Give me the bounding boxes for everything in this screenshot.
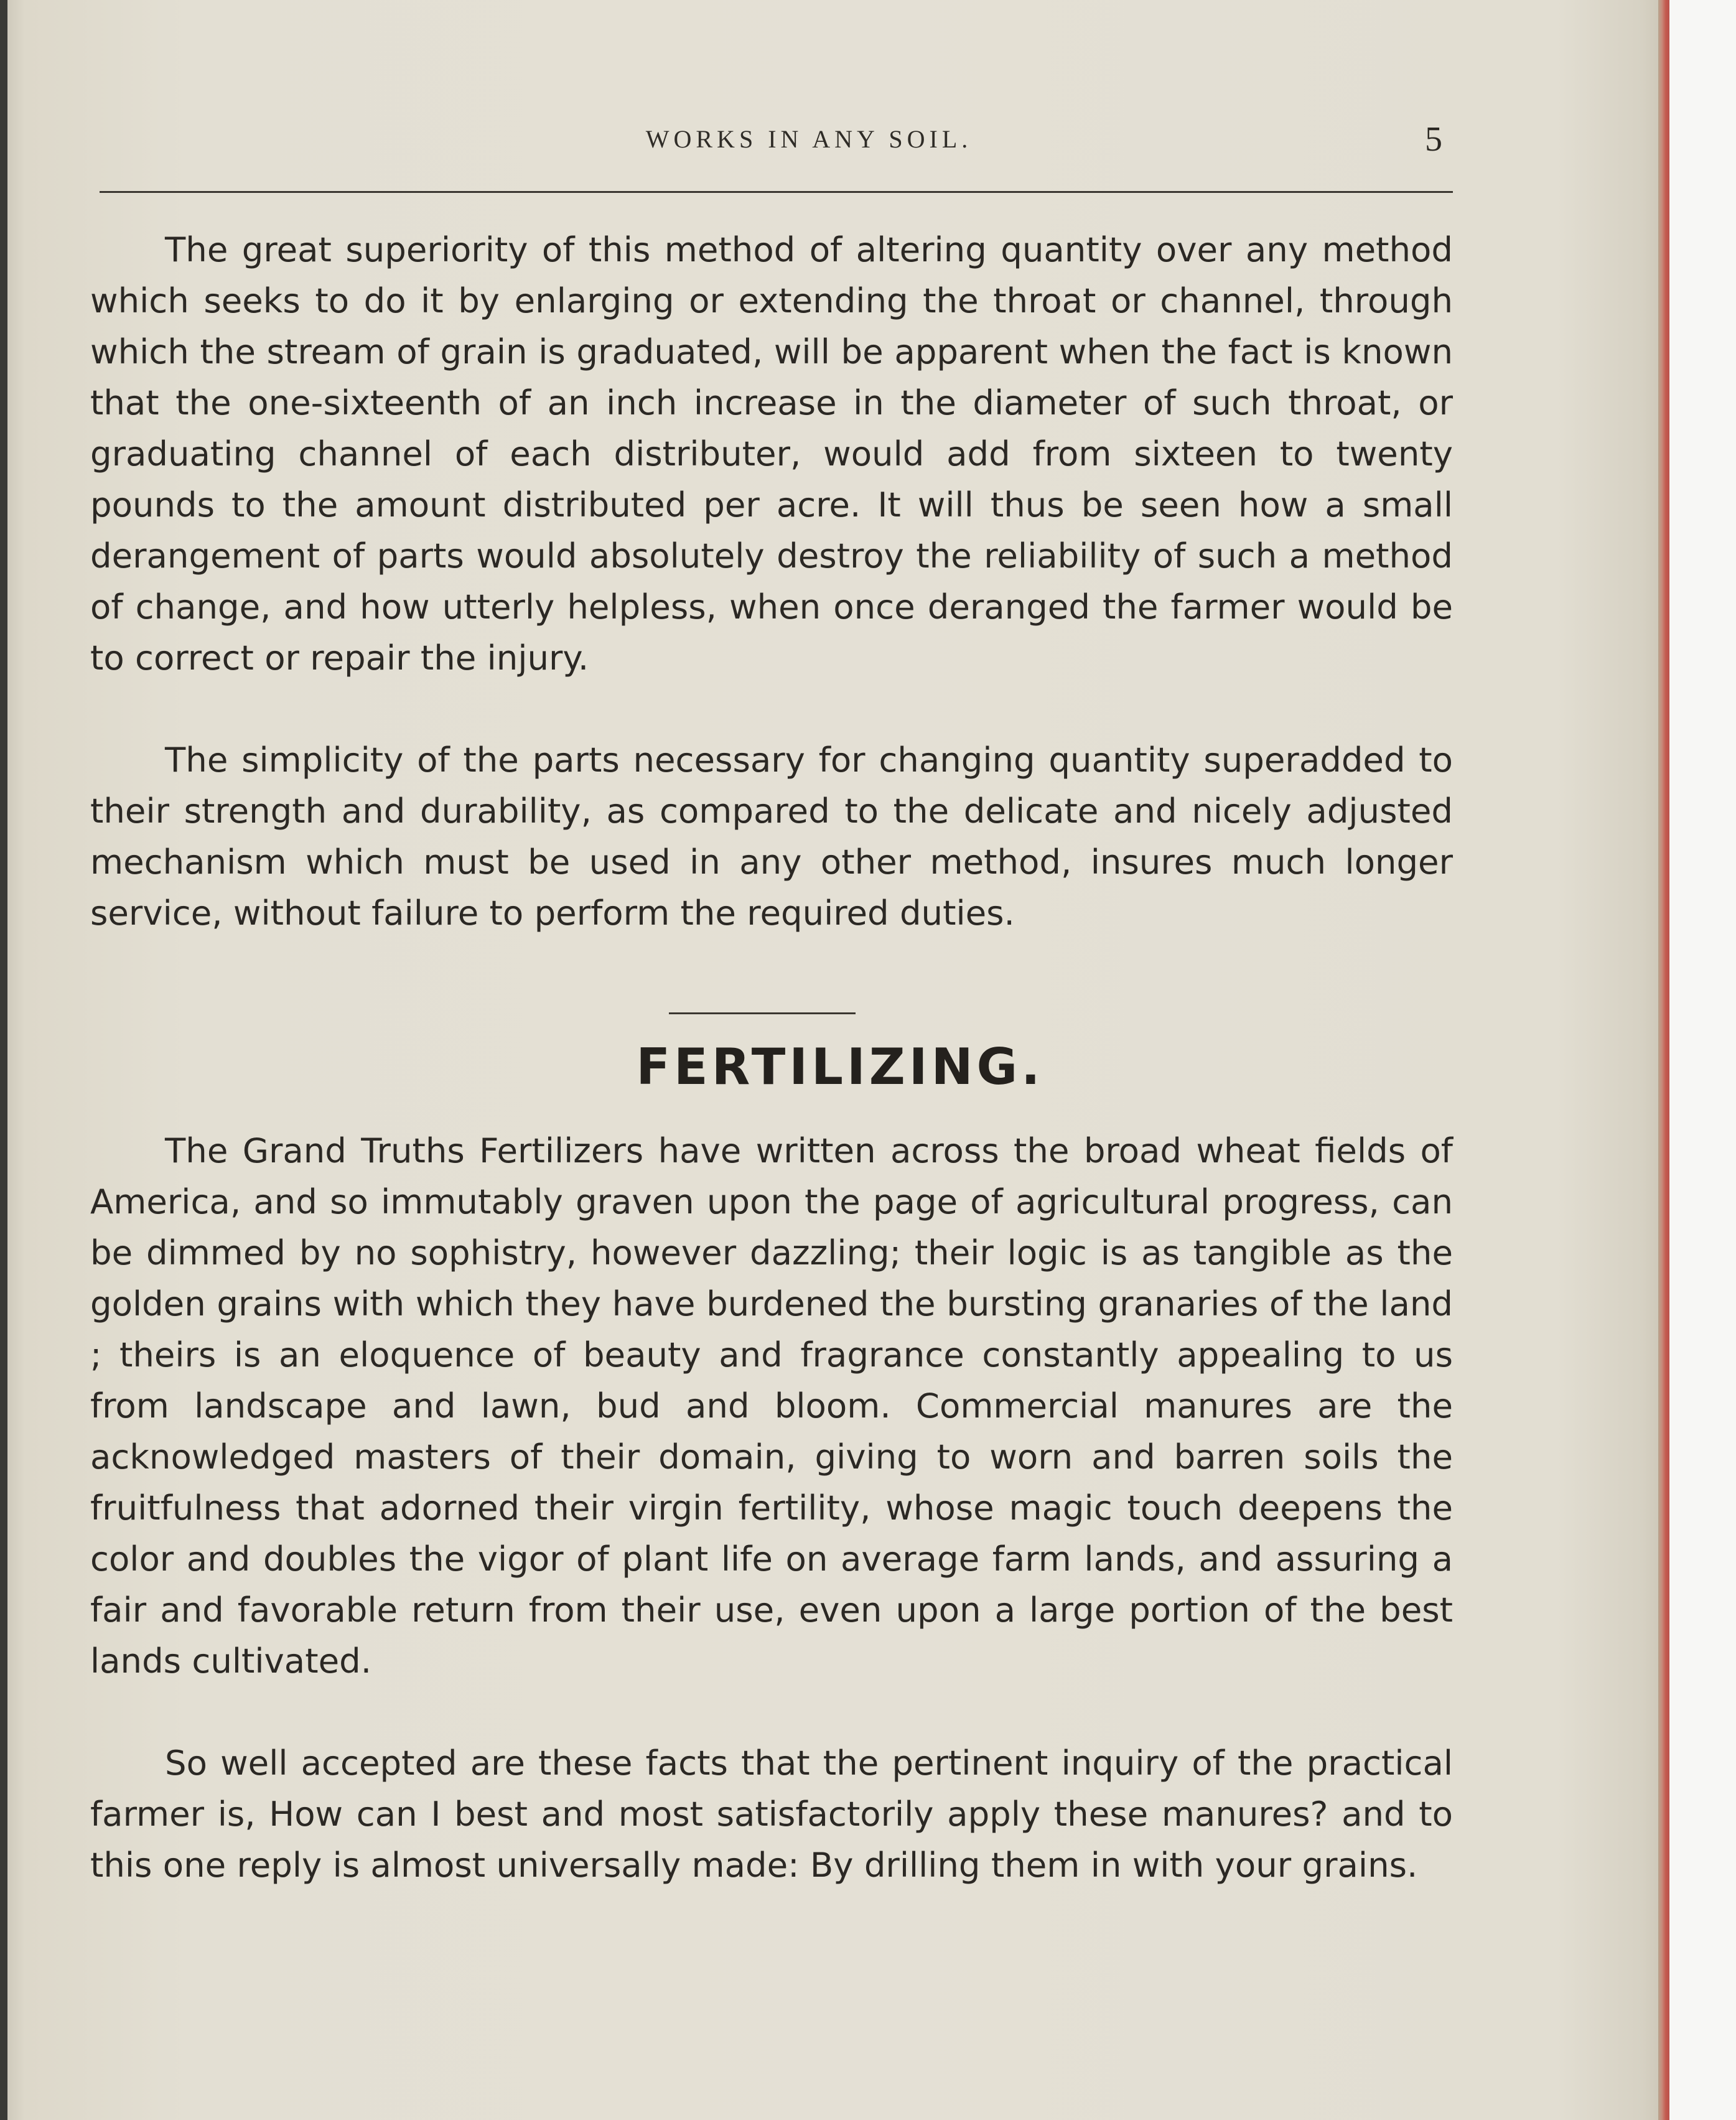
page-edge	[1658, 0, 1669, 2120]
running-head: WORKS IN ANY SOIL.	[645, 125, 973, 153]
paragraph-quantity-superiority: The great superiority of this method of altering quantity over any method which seeks to do it by enlarging or extending the throat or channel, through which the stream of grain is graduated, will be apparent when the fact is known that the one-sixteenth of an inch increase in the diameter of such throat, or graduating channel of each distributer, would add from sixteen to twenty pounds to the amount distributed per acre. It will thus be seen how a small derangement of parts would absolutely destroy the reliability of such a method of change, and how utterly helpless, when once deranged the farmer would be to correct or repair the injury.	[90, 230, 1453, 678]
paragraph-drilling: So well accepted are these facts that the pertinent inquiry of the practical farmer is, How can I best and most satisfactorily apply these manures? and to this one reply is almost universally made: By drilling them in with your grains.	[90, 1743, 1453, 1885]
section-heading-fertilizing: FERTILIZING.	[636, 1038, 1044, 1096]
paragraph-grand-truths: The Grand Truths Fertilizers have written across the broad wheat fields of America, and so immutably graven upon the page of agricultural progress, can be dimmed by no sophistry, however dazzling; their logic is as tangible as the golden grains with which they have burdened the bursting granaries of the land ; theirs is an eloquence of beauty and fragrance constantly appealing to us from landscape and lawn, bud and bloom. Commercial manures are the acknowledged masters of their domain, giving to worn and barren soils the fruitfulness that adorned their virgin fertility, whose magic touch deepens the color and doubles the vigor of plant life on average farm lands, and assuring a fair and favorable return from their use, even upon a large portion of the best lands cultivated.	[90, 1131, 1453, 1681]
section-divider	[669, 1012, 856, 1014]
binding-gutter	[0, 0, 7, 2120]
paragraph-simplicity: The simplicity of the parts necessary for changing quantity superadded to their strength and durability, as compared to the delicate and nicely adjusted mechanism which must be used in any other method, insures much longer service, without failure to perform the required duties.	[90, 740, 1453, 933]
header-rule	[100, 191, 1453, 193]
scan-background	[1669, 0, 1736, 2120]
page-number: 5	[1425, 120, 1442, 159]
